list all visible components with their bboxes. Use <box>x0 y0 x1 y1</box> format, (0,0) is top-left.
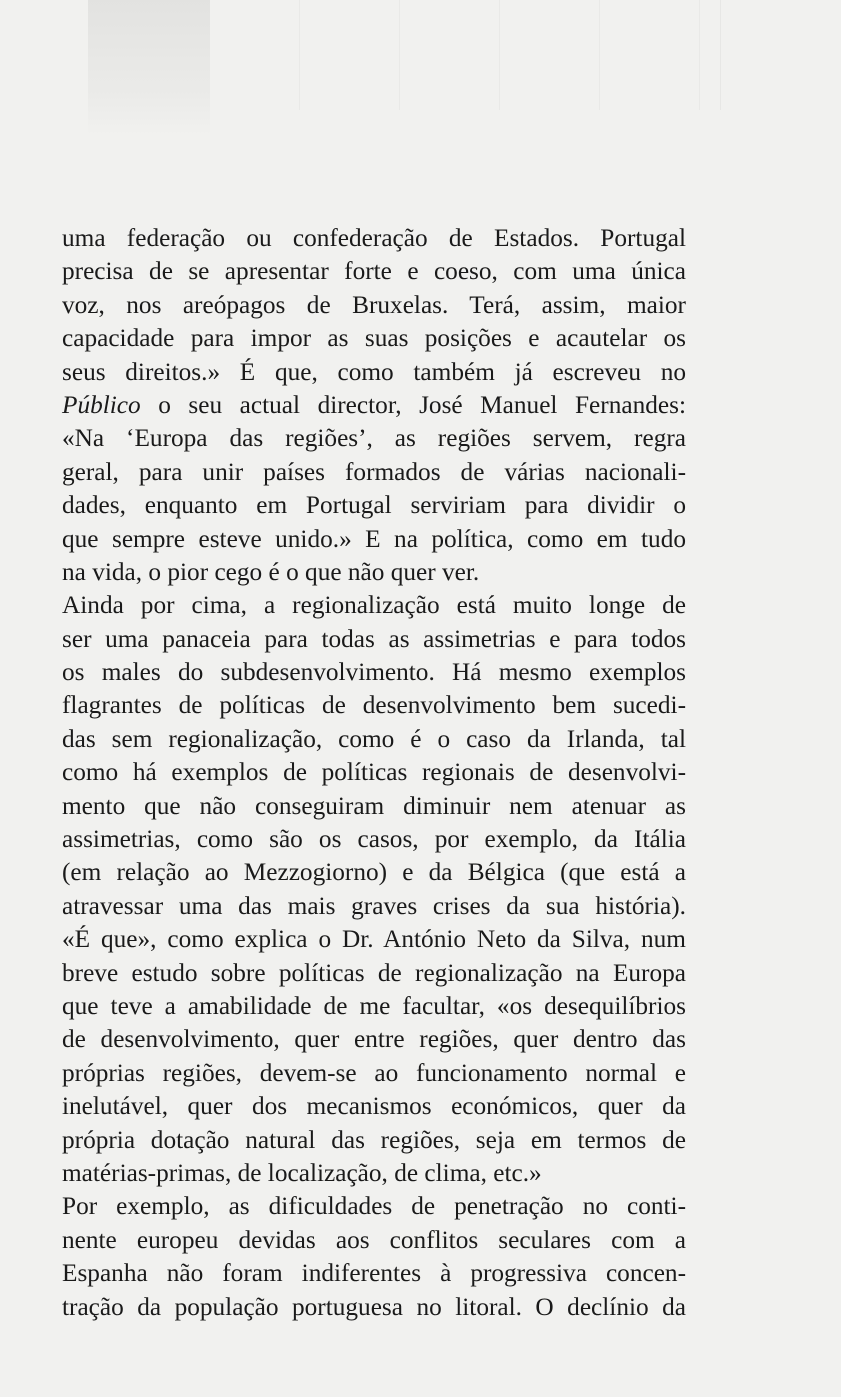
text-line <box>62 1057 686 1090</box>
text-run: nente europeu devidas aos conflitos seculares com a <box>62 1225 686 1254</box>
text-line <box>62 957 686 990</box>
text-run: como há exemplos de políticas regionais de desenvolvi- <box>62 758 686 787</box>
text-line <box>62 556 686 589</box>
text-run: inelutável, quer dos mecanismos económicos, quer da <box>62 1092 686 1121</box>
text-run: «É que», como explica o Dr. António Neto da Silva, num <box>62 925 686 954</box>
text-line <box>62 1090 686 1123</box>
text-run: capacidade para impor as suas posições e acautelar os <box>62 324 686 353</box>
text-run: Espanha não foram indiferentes à progressiva concen- <box>62 1259 686 1288</box>
text-line <box>62 1023 686 1056</box>
text-line <box>62 389 686 422</box>
text-run: próprias regiões, devem-se ao funcionamento normal e <box>62 1058 686 1087</box>
show-through-image <box>88 0 210 135</box>
text-line <box>62 456 686 489</box>
text-run: mento que não conseguiram diminuir nem atenuar as <box>62 791 686 820</box>
italic-title: Público <box>62 390 141 419</box>
text-line <box>62 1291 686 1324</box>
text-line <box>62 489 686 522</box>
text-run: de desenvolvimento, quer entre regiões, quer dentro das <box>62 1025 686 1054</box>
text-run: atravessar uma das mais graves crises da sua história). <box>62 891 686 920</box>
text-run: que teve a amabilidade de me facultar, «os desequilíbrios <box>62 991 686 1020</box>
text-line <box>62 589 686 622</box>
text-run: matérias-primas, de localização, de clima, etc.» <box>62 1158 542 1187</box>
text-line <box>62 1124 686 1157</box>
text-run: das sem regionalização, como é o caso da Irlanda, tal <box>62 724 686 753</box>
text-run: uma federação ou confederação de Estados. Portugal <box>62 224 686 252</box>
text-line <box>62 723 686 756</box>
text-run: seus direitos.» É que, como também já escreveu no <box>62 357 686 386</box>
text-line <box>62 523 686 556</box>
text-line <box>62 756 686 789</box>
text-line <box>62 656 686 689</box>
text-run: própria dotação natural das regiões, seja em termos de <box>62 1125 686 1154</box>
text-line <box>62 790 686 823</box>
text-run: voz, nos areópagos de Bruxelas. Terá, assim, maior <box>62 290 686 319</box>
text-run: ser uma panaceia para todas as assimetrias e para todos <box>62 624 686 653</box>
text-line <box>62 1190 686 1223</box>
text-line <box>62 823 686 856</box>
text-line <box>62 623 686 656</box>
text-line <box>62 990 686 1023</box>
text-line <box>62 689 686 722</box>
text-line <box>62 356 686 389</box>
show-through-table <box>200 0 721 110</box>
text-run: Por exemplo, as dificuldades de penetração no conti- <box>62 1192 686 1221</box>
text-run: na vida, o pior cego é o que não quer ver. <box>62 557 480 586</box>
text-run: dades, enquanto em Portugal serviriam para dividir o <box>62 491 686 520</box>
text-line <box>62 856 686 889</box>
text-line <box>62 289 686 322</box>
text-run: (em relação ao Mezzogiorno) e da Bélgica (que está a <box>62 858 686 887</box>
text-run: flagrantes de políticas de desenvolvimento bem sucedi- <box>62 691 686 720</box>
text-line <box>62 923 686 956</box>
text-run: que sempre esteve unido.» E na política, como em tudo <box>62 524 686 553</box>
text-run: «Na ‘Europa das regiões’, as regiões servem, regra <box>62 424 686 453</box>
text-line <box>62 1157 686 1190</box>
text-run: precisa de se apresentar forte e coeso, com uma única <box>62 257 686 286</box>
text-run: os males do subdesenvolvimento. Há mesmo exemplos <box>62 658 686 687</box>
text-line <box>62 890 686 923</box>
text-run: Ainda por cima, a regionalização está muito longe de <box>62 591 686 620</box>
text-run: tração da população portuguesa no litoral. O declínio da <box>62 1292 686 1321</box>
text-line <box>62 1257 686 1290</box>
text-line <box>62 222 686 255</box>
text-run: breve estudo sobre políticas de regionalização na Europa <box>62 958 686 987</box>
text-line <box>62 422 686 455</box>
text-run: geral, para unir países formados de várias nacionali- <box>62 457 686 486</box>
text-line <box>62 322 686 355</box>
text-line <box>62 255 686 288</box>
body-text <box>62 222 686 1324</box>
text-line <box>62 1224 686 1257</box>
text-run: o seu actual director, José Manuel Fernandes: <box>140 390 686 419</box>
text-run: assimetrias, como são os casos, por exemplo, da Itália <box>62 825 686 854</box>
